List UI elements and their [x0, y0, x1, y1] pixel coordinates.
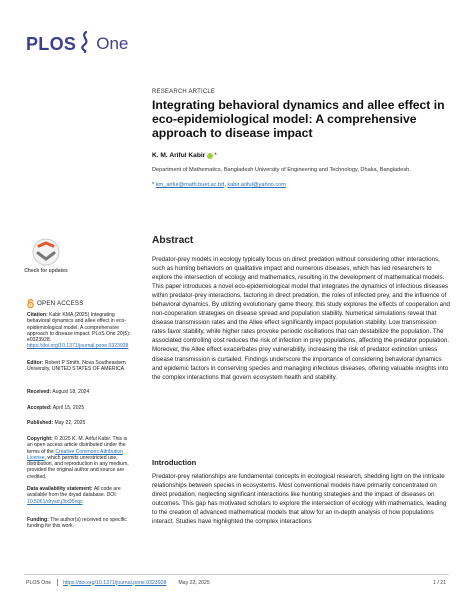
- email-link[interactable]: km_ariful@math.buet.ac.bd: [155, 182, 225, 188]
- editor-text: Robert P Smith, Nova Southeastern University, UNITED STATES OF AMERICA: [27, 360, 126, 373]
- data-availability-block: [27, 486, 131, 505]
- footer-separator: [57, 579, 58, 586]
- introduction-text: Predator-prey relationships are fundamental concepts in ecological research, shedding light on the intricate relationships between species in ecosystems. Most conventional models have primarily concentrated on direct predation, neglecting significant interactions like hunting strategies and the impact of diseases on outcomes. This gap has motivated scholars to explore the intersection of ecology with mathematics, leading to the creation of advanced mathematical models that allow for an in-depth analysis of how populations interact. Studies have highlighted the complex interactions: [152, 473, 447, 526]
- availability-text: All code are available from the dryad database. DOI:: [27, 486, 121, 499]
- availability-label: Data availability statement:: [27, 486, 93, 492]
- author-name[interactable]: K. M. Ariful Kabir: [152, 152, 206, 159]
- citation-block: [27, 312, 131, 350]
- citation-text: Kabir KMA (2025) Integrating behavioral dynamics and allee effect in eco-epidemiological model: A comprehensive approach to disease impact. PLoS One 20(5): e0323928.: [27, 312, 131, 344]
- check-for-updates-icon[interactable]: [27, 237, 65, 267]
- author-line: [152, 152, 217, 159]
- funding-block: [27, 517, 131, 530]
- check-for-updates-label[interactable]: Check for updates: [24, 268, 68, 274]
- page-footer: [26, 579, 446, 586]
- received-value: August 18, 2024: [52, 389, 90, 395]
- corresponding-author-mark: *: [214, 152, 217, 159]
- copyright-block: [27, 436, 131, 480]
- published-date: [27, 420, 131, 426]
- email-separator: ,: [224, 182, 226, 188]
- copyright-text: © 2025 K. M. Ariful Kabir. This is an open access article distributed under the terms of the: [27, 436, 128, 455]
- editor-block: [27, 360, 131, 373]
- email-line: [152, 182, 286, 188]
- copyright-label: Copyright:: [27, 436, 53, 442]
- footer-journal: PLOS One: [26, 579, 52, 586]
- email-link[interactable]: kabir.ariful@yahoo.com: [227, 182, 286, 188]
- accepted-value: April 15, 2025: [52, 405, 85, 411]
- introduction-heading: Introduction: [152, 458, 197, 467]
- footer-divider: [24, 574, 449, 575]
- logo-brand: PLOS: [26, 33, 77, 54]
- footer-doi-link[interactable]: https://doi.org/10.1371/journal.pone.0323928: [63, 579, 167, 586]
- abstract-heading: Abstract: [152, 235, 194, 246]
- page-number: 1 / 21: [433, 579, 446, 586]
- citation-label: Citation:: [27, 312, 48, 318]
- logo-name: One: [96, 34, 129, 53]
- open-access-label: OPEN ACCESS: [37, 300, 84, 307]
- funding-label: Funding:: [27, 517, 49, 523]
- plos-one-logo: [26, 30, 128, 58]
- citation-link[interactable]: https://doi.org/10.1371/journal.pone.0323928: [27, 343, 129, 350]
- copyright-text-end: , which permits unrestricted use, distribution, and reproduction in any medium, provided the original author and source are credited.: [27, 454, 129, 480]
- author-affiliation: Department of Mathematics, Bangladesh University of Engineering and Technology, Dhaka, Bangladesh.: [152, 167, 411, 173]
- abstract-text: Predator-prey models in ecology typically focus on direct predation without considering other interactions, such as hunting behaviors on qualitative impact and numerous diseases, which has led researchers to explore the intersection of ecology and mathematics, resulting in the development of mathematical models. This paper introduces a novel eco-epidemiological model that integrates the dynamics of infectious diseases within predator-prey interactions, factoring in direct predation, the roles of infected prey, and the influence of behavioral dynamics. By utilizing evolutionary game theory, this study explores the effects of cooperation and non-cooperation strategies on disease spread and population stability. Numerical simulations reveal that disease transmission rates and the Allee effect significantly impact population stability. Low transmission rates favor stability, while higher rates provoke periodic oscillations that can destabilize the population. The associated controlling cost reduces the risk of infection in prey populations, affecting the predator population. Moreover, the Allee effect exacerbates prey vulnerability, increasing the risk of predator extinction unless disease transmission is curtailed. Findings underscore the importance of considering behavioral dynamics and epidemic factors in conserving species and managing infectious diseases, offering valuable insights into the complex interactions that govern ecosystem health and stability.: [152, 256, 450, 381]
- accepted-date: [27, 405, 131, 411]
- footer-date: May 22, 2025: [178, 579, 210, 586]
- orcid-icon[interactable]: [207, 153, 213, 159]
- published-label: Published:: [27, 420, 54, 426]
- received-label: Received:: [27, 389, 52, 395]
- article-type: RESEARCH ARTICLE: [152, 89, 216, 95]
- editor-label: Editor:: [27, 360, 44, 366]
- email-prefix: *: [152, 182, 155, 188]
- open-access-lock-icon: [27, 299, 34, 308]
- open-access-badge: [27, 299, 84, 308]
- license-link[interactable]: Creative Commons Attribution License: [27, 448, 123, 461]
- funding-text: The author(s) received no specific funding for this work.: [27, 517, 127, 530]
- accepted-label: Accepted:: [27, 405, 52, 411]
- logo-swirl-icon: [77, 31, 93, 58]
- received-date: [27, 389, 131, 395]
- article-title: Integrating behavioral dynamics and allee effect in eco-epidemiological model: A comprehensive approach to disease impact: [152, 98, 445, 140]
- availability-link[interactable]: 10.5061/dryad.j3tx95xqs: [27, 498, 83, 505]
- published-value: May 22, 2025: [54, 420, 86, 426]
